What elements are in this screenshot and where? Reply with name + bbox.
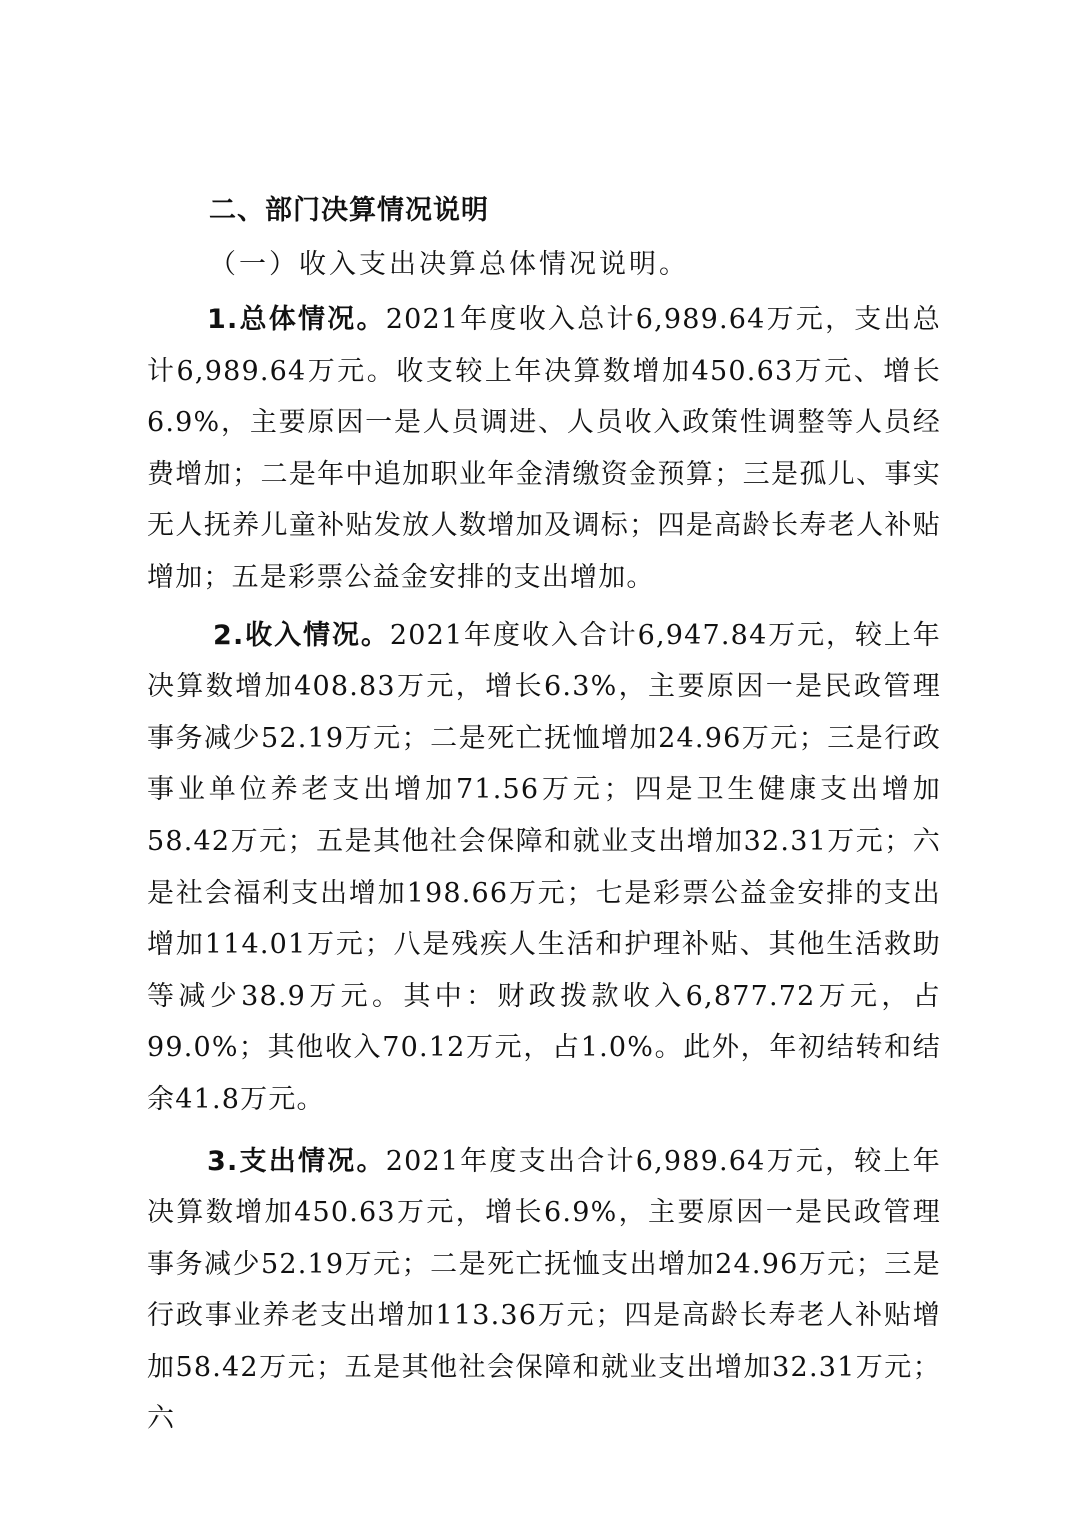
paragraph-expenditure — [147, 1136, 941, 1446]
paragraph-lead: 2.收入情况。 — [213, 619, 390, 651]
section-heading: 二、部门决算情况说明 — [209, 195, 489, 226]
paragraph-income — [147, 610, 941, 1126]
paragraph-lead: 3.支出情况。 — [207, 1145, 386, 1177]
paragraph-text: 2021年度支出合计6,989.64万元，较上年决算数增加450.63万元，增长6.9%，主要原因一是民政管理事务减少52.19万元；二是死亡抚恤支出增加24.96万元；三是行政事业养老支出增加113.36万元；四是高龄长寿老人补贴增加58.42万元；五是其他社会保障和就业支出增加32.31万元；六 — [147, 1145, 941, 1435]
paragraph-overall — [147, 294, 941, 604]
paragraph-lead: 1.总体情况。 — [207, 304, 386, 335]
document-page — [147, 188, 941, 1451]
section-subheading: （一）收入支出决算总体情况说明。 — [209, 249, 689, 280]
paragraph-text: 2021年度收入总计6,989.64万元，支出总计6,989.64万元。收支较上年决算数增加450.63万元、增长6.9%，主要原因一是人员调进、人员收入政策性调整等人员经费增加；二是年中追加职业年金清缴资金预算；三是孤儿、事实无人抚养儿童补贴发放人数增加及调标；四是高龄长寿老人补贴增加；五是彩票公益金安排的支出增加。 — [147, 304, 941, 593]
paragraph-text: 2021年度收入合计6,947.84万元，较上年决算数增加408.83万元，增长6.3%，主要原因一是民政管理事务减少52.19万元；二是死亡抚恤增加24.96万元；三是行政事业单位养老支出增加71.56万元；四是卫生健康支出增加58.42万元；五是其他社会保障和就业支出增加32.31万元；六是社会福利支出增加198.66万元；七是彩票公益金安排的支出增加114.01万元；八是残疾人生活和护理补贴、其他生活救助等减少38.9万元。其中：财政拨款收入6,877.72万元，占99.0%；其他收入70.12万元，占1.0%。此外，年初结转和结余41.8万元。 — [147, 619, 941, 1115]
